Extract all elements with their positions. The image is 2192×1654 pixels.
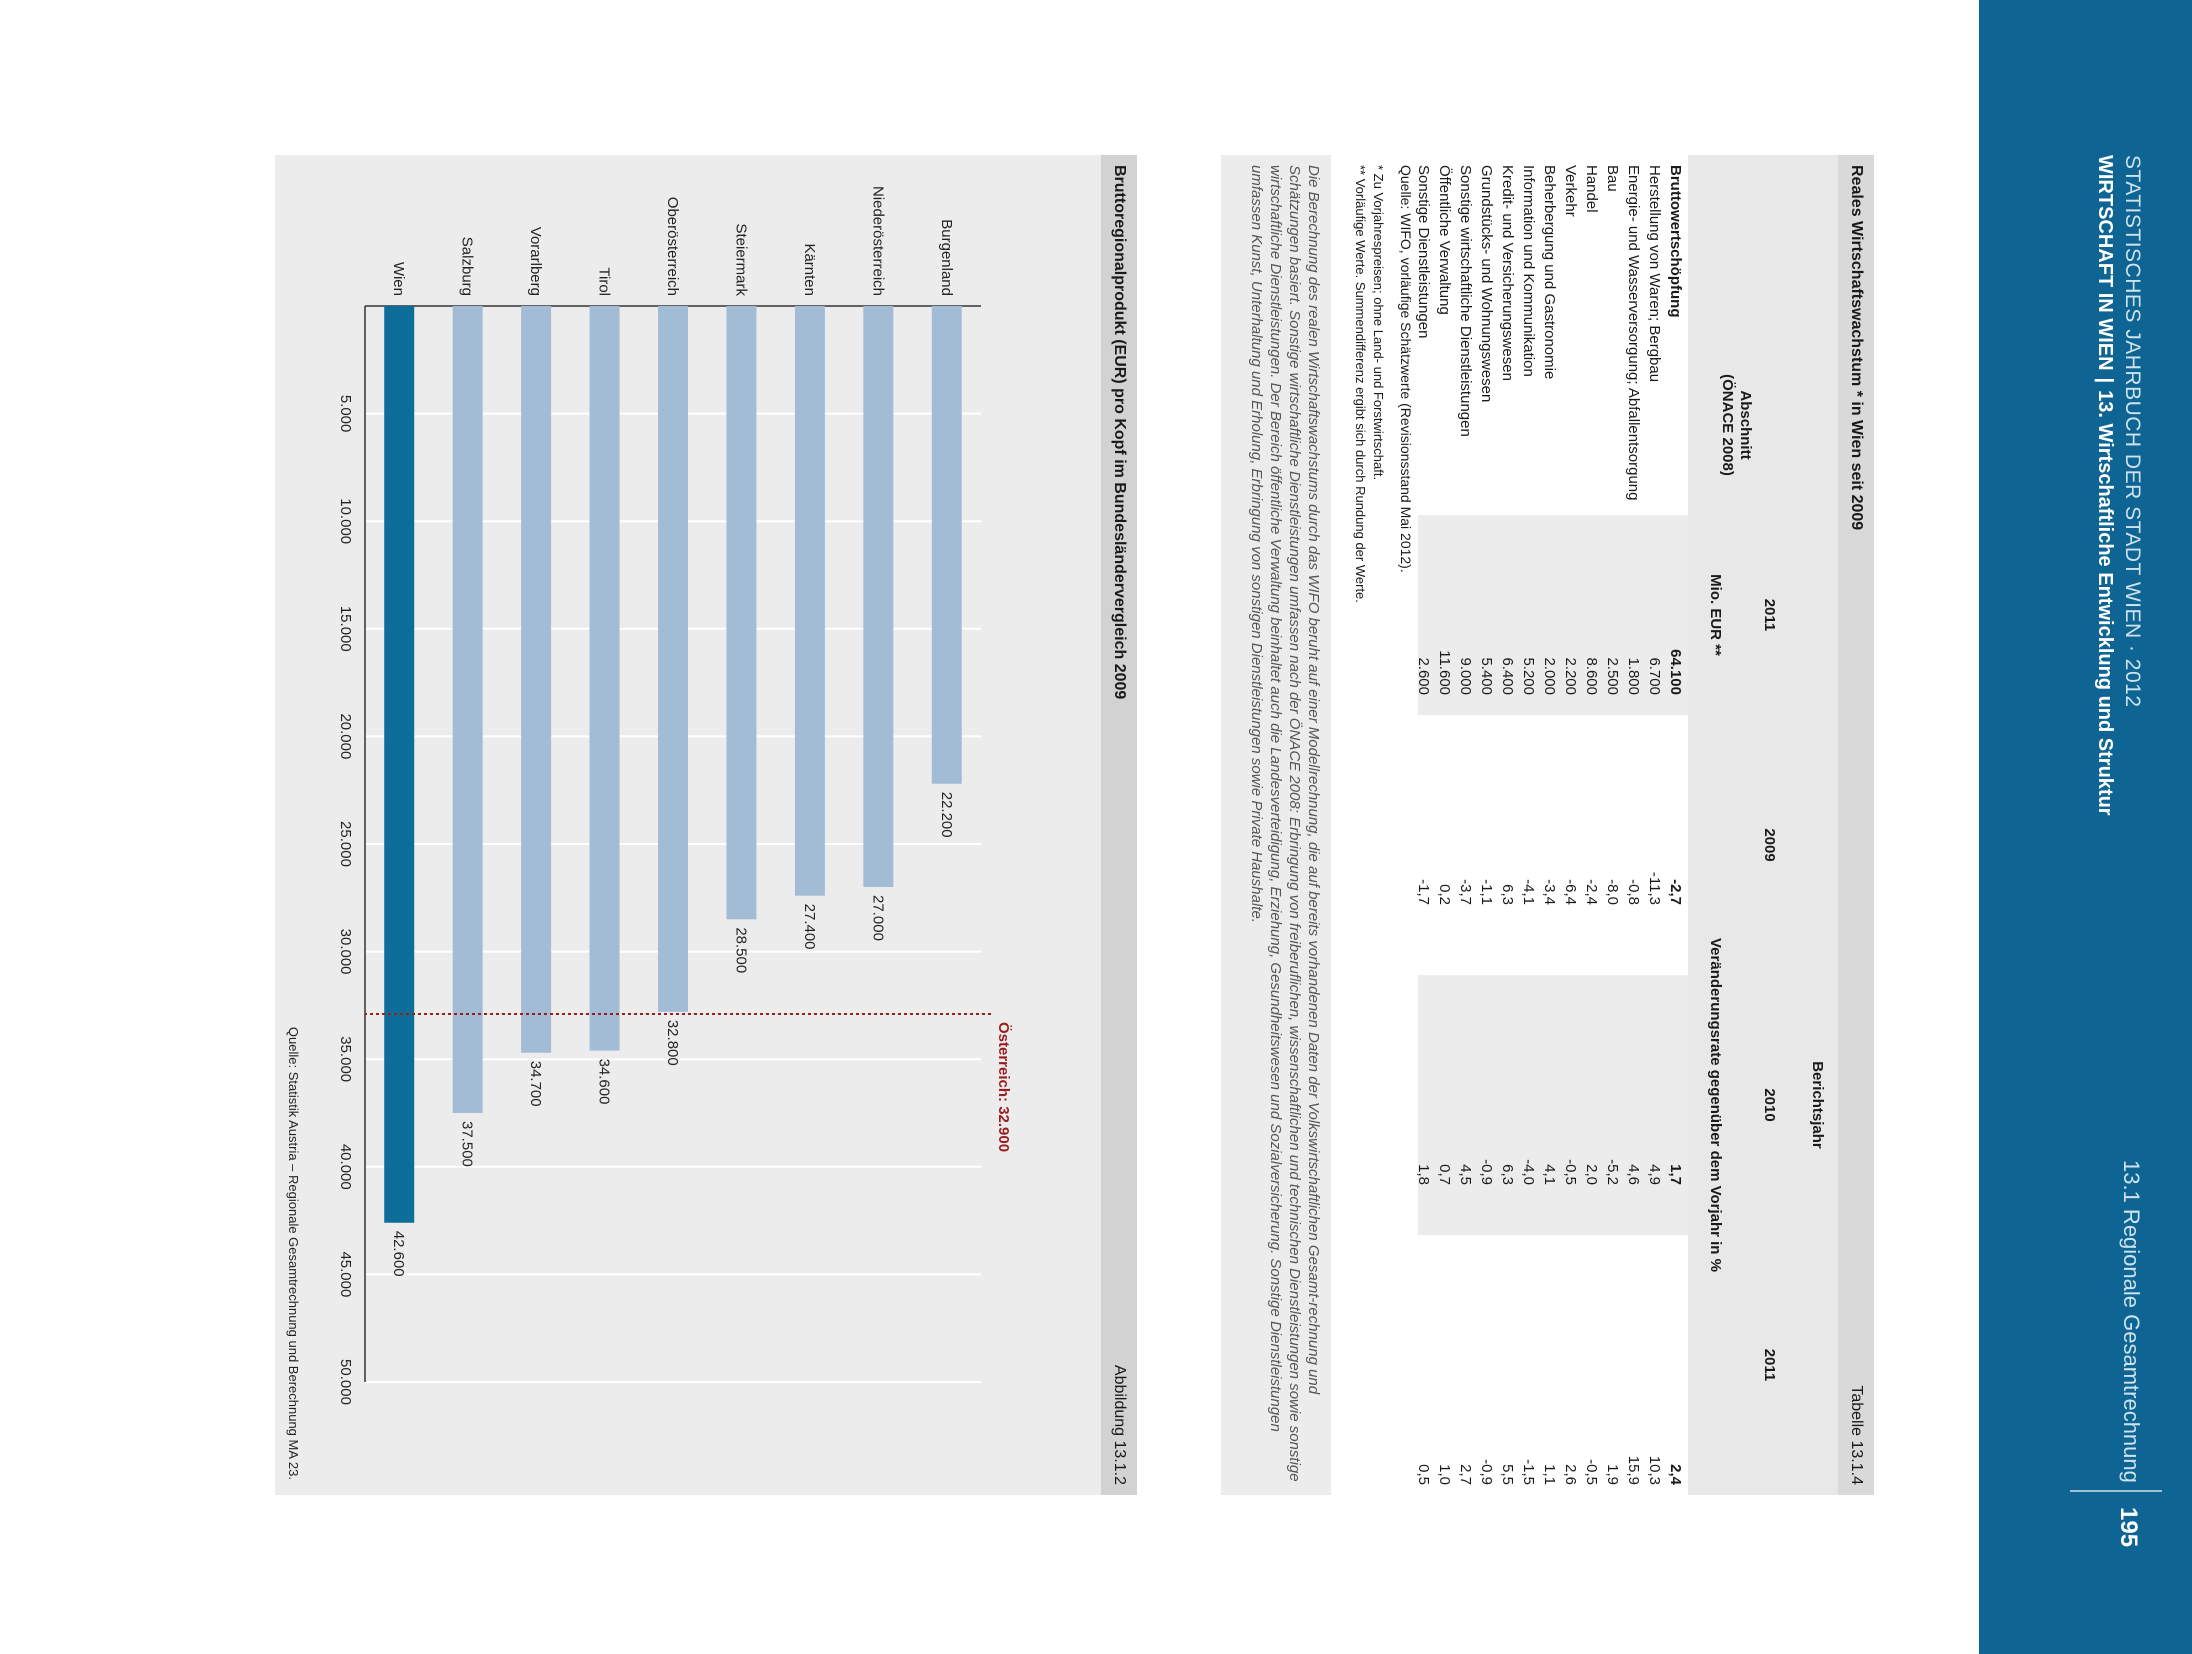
page-number: 195	[2115, 1507, 2142, 1548]
cell-2010: 1,7	[1667, 1164, 1684, 1185]
cell-2009: -6,4	[1562, 879, 1579, 905]
cell-2011b: 1,9	[1604, 1464, 1621, 1485]
cell-2011: 2.200	[1562, 657, 1579, 695]
bar-kärnten	[795, 306, 825, 896]
methodology-note: Die Berechnung des realen Wirtschaftswachstums durch das WIFO beruht auf einer Modellrechnung, die auf bereits vorhandenen Daten der Volkswirtschaftlichen Gesamt-rechnung und Schätzungen basiert. Sonstige wirtschaftliche Dienstleistungen umfassen nach der ÖNACE 2008: Erbringung von freiberuflichen, wissenschaftlichen und technischen Dienstleistungen sowie sonstige wirtschaftliche Dienstleistungen. Der Bereich öffentliche Verwaltung beinhaltet auch die Landesverteidigung, Erziehung, Gesundheitswesen und Sozialversicherung. Sonstige Dienstleistungen umfassen Kunst, Unterhaltung und Erholung, Erbringung von sonstigen Dienstleistungen sowie Private Haushalte.	[1221, 155, 1331, 1495]
chart-number: Abbildung 13.1.2	[1111, 1364, 1128, 1485]
value-label: 37.500	[458, 1121, 476, 1167]
value-label: 34.700	[527, 1060, 545, 1107]
tick-label: 45.000	[337, 1251, 354, 1298]
table-row	[1644, 155, 1665, 1495]
value-label: 22.200	[937, 791, 955, 838]
cell-2010: -4,0	[1520, 1159, 1537, 1185]
category-label: Burgenland	[937, 219, 955, 296]
category-label: Niederösterreich	[869, 185, 887, 296]
table-row	[1518, 155, 1539, 1495]
cell-2009: -1,1	[1478, 879, 1495, 905]
cell-2011: 1.800	[1625, 657, 1642, 695]
row-label: Bruttowertschöpfung	[1667, 165, 1684, 318]
cell-2009: -3,4	[1541, 879, 1558, 905]
header-abschnitt: Abschnitt	[1737, 390, 1754, 460]
reference-label: Österreich: 32.900	[995, 1022, 1012, 1153]
cell-2011: 11.600	[1436, 650, 1453, 695]
header-divider	[2070, 1490, 2162, 1492]
footnote-1: * Zu Vorjahrespreisen; ohne Land- und Forstwirtschaft.	[1371, 165, 1386, 481]
cell-2009: 6,3	[1499, 884, 1516, 905]
table-row	[1497, 155, 1518, 1495]
cell-2011: 2.600	[1415, 657, 1432, 695]
publication-title: STATISTISCHES JAHRBUCH DER STADT WIEN · 2012	[2121, 155, 2144, 708]
row-label: Öffentliche Verwaltung	[1436, 165, 1453, 315]
cell-2011b: 1,0	[1436, 1464, 1453, 1485]
cell-2009: -0,8	[1625, 879, 1642, 905]
row-label: Verkehr	[1562, 165, 1579, 217]
tick-label: 30.000	[337, 928, 354, 975]
table-number: Tabelle 13.1.4	[1848, 1385, 1865, 1485]
chapter-left: WIRTSCHAFT IN WIEN	[2094, 155, 2116, 371]
cell-2010: 4,6	[1625, 1164, 1642, 1185]
cell-2011b: -1,5	[1520, 1459, 1537, 1485]
table-row	[1623, 155, 1644, 1495]
tick-label: 35.000	[337, 1036, 354, 1083]
table-source: Quelle: WIFO, vorläufige Schätzwerte (Revisionsstand Mai 2012).	[1398, 165, 1414, 573]
table-row	[1602, 155, 1623, 1495]
chapter-title	[2093, 155, 2116, 816]
value-label: 34.600	[595, 1058, 613, 1105]
cell-2010: 1,8	[1415, 1164, 1432, 1185]
cell-2011: 2.500	[1604, 657, 1621, 695]
chart-panel	[275, 155, 1137, 1495]
header-year-2011b: 2011	[1761, 1348, 1778, 1382]
row-label: Information und Kommunikation	[1520, 165, 1537, 377]
bar-burgenland	[932, 306, 962, 784]
category-label: Wien	[390, 261, 408, 296]
cell-2009: -2,7	[1667, 879, 1684, 905]
value-label: 42.600	[390, 1230, 408, 1277]
row-label: Herstellung von Waren; Bergbau	[1646, 165, 1663, 383]
header-unit-change: Veränderungsrate gegenüber dem Vorjahr in %	[1707, 938, 1724, 1272]
header-abschnitt-bg	[1688, 155, 1838, 515]
bar-salzburg	[453, 306, 483, 1113]
cell-2011b: 2,6	[1562, 1464, 1579, 1485]
value-label: 28.500	[732, 927, 750, 974]
value-label: 27.000	[869, 895, 887, 941]
cell-2011b: 15,9	[1625, 1455, 1642, 1485]
table-row	[1434, 155, 1455, 1495]
cell-2010: 2,0	[1583, 1164, 1600, 1185]
category-label: Oberösterreich	[664, 196, 681, 296]
bar-niederösterreich	[863, 306, 893, 887]
header-unit-mio: Mio. EUR **	[1707, 574, 1724, 656]
table-row	[1476, 155, 1497, 1495]
bar-chart	[275, 155, 1101, 1495]
bar-tirol	[590, 306, 620, 1051]
category-label: Steiermark	[732, 223, 750, 296]
table-row	[1455, 155, 1476, 1495]
table-row	[1665, 155, 1686, 1495]
table-title-bar	[1838, 155, 1874, 1495]
cell-2010: 6,3	[1499, 1164, 1516, 1185]
header-band	[1979, 0, 2192, 1654]
table-panel	[1386, 155, 1874, 1495]
tick-label: 40.000	[337, 1143, 354, 1190]
bar-steiermark	[726, 306, 756, 919]
row-label: Kredit- und Versicherungswesen	[1499, 165, 1516, 381]
bar-vorarlberg	[521, 306, 551, 1053]
cell-2010: 4,1	[1541, 1164, 1558, 1185]
cell-2009: -8,0	[1604, 879, 1621, 905]
category-label: Tirol	[595, 267, 613, 296]
cell-2010: 0,7	[1436, 1164, 1453, 1185]
cell-2011: 5.200	[1520, 657, 1537, 695]
cell-2009: -2,4	[1583, 879, 1600, 905]
row-label: Sonstige wirtschaftliche Dienstleistungen	[1457, 165, 1474, 437]
tick-label: 5.000	[337, 394, 354, 433]
row-label: Grundstücks- und Wohnungswesen	[1478, 165, 1495, 403]
table-notes	[1226, 155, 1386, 1495]
cell-2009: -1,7	[1415, 879, 1432, 905]
row-label: Energie- und Wasserversorgung; Abfallentsorgung	[1625, 165, 1642, 501]
cell-2011: 6.400	[1499, 657, 1516, 695]
tick-label: 20.000	[337, 713, 354, 760]
header-year-2010: 2010	[1761, 1088, 1778, 1122]
header-year-2011a: 2011	[1761, 598, 1778, 632]
cell-2009: -11,3	[1646, 871, 1663, 905]
cell-2011b: 2,4	[1667, 1464, 1684, 1485]
row-label: Handel	[1583, 165, 1600, 213]
tick-label: 50.000	[337, 1359, 354, 1405]
cell-2011: 64.100	[1667, 649, 1684, 695]
tick-label: 10.000	[337, 498, 354, 545]
value-label: 27.400	[800, 903, 818, 950]
category-label: Vorarlberg	[527, 226, 545, 296]
category-label: Kärnten	[800, 243, 818, 296]
chapter-right: 13. Wirtschaftliche Entwicklung und Struktur	[2094, 390, 2116, 816]
row-label: Sonstige Dienstleistungen	[1415, 165, 1432, 339]
cell-2011b: 0,5	[1415, 1464, 1432, 1485]
cell-2011b: -0,5	[1583, 1459, 1600, 1485]
bar-oberösterreich	[658, 306, 688, 1012]
value-label: 32.800	[664, 1019, 681, 1066]
cell-2011: 5.400	[1478, 657, 1495, 695]
chapter-separator: |	[2094, 377, 2116, 384]
cell-2011b: 10,3	[1646, 1455, 1663, 1485]
cell-2011: 6.700	[1646, 657, 1663, 695]
table-row	[1581, 155, 1602, 1495]
cell-2009: 0,2	[1436, 884, 1453, 905]
table-title: Reales Wirtschaftswachstum * in Wien seit 2009	[1848, 165, 1865, 531]
row-label: Beherbergung und Gastronomie	[1541, 165, 1558, 380]
table-row	[1560, 155, 1581, 1495]
cell-2010: -0,5	[1562, 1159, 1579, 1185]
header-year-2009: 2009	[1761, 828, 1778, 862]
category-label: Salzburg	[458, 236, 476, 296]
bar-wien	[384, 306, 414, 1223]
header-berichtsjahr: Berichtsjahr	[1809, 1061, 1826, 1149]
cell-2011b: 5,5	[1499, 1464, 1516, 1485]
cell-2009: -3,7	[1457, 879, 1474, 905]
chart-title: Bruttoregionalprodukt (EUR) pro Kopf im Bundesländervergleich 2009	[1111, 165, 1128, 700]
cell-2011b: 2,7	[1457, 1464, 1474, 1485]
chart-title-bar	[1101, 155, 1137, 1495]
cell-2011: 9.000	[1457, 657, 1474, 695]
cell-2010: 4,9	[1646, 1164, 1663, 1185]
table-row	[1413, 155, 1434, 1495]
cell-2011: 8.600	[1583, 657, 1600, 695]
cell-2010: -5,2	[1604, 1159, 1621, 1185]
chart-source: Quelle: Statistik Austria – Regionale Gesamtrechnung und Berechnung MA 23.	[286, 1026, 301, 1480]
cell-2010: 4,5	[1457, 1164, 1474, 1185]
cell-2011b: 1,1	[1541, 1464, 1558, 1485]
header-abschnitt-sub: (ÖNACE 2008)	[1719, 374, 1736, 476]
cell-2009: -4,1	[1520, 879, 1537, 905]
cell-2010: -0,9	[1478, 1159, 1495, 1185]
section-title: 13.1 Regionale Gesamtrechnung	[2119, 1160, 2144, 1483]
footnote-2: ** Vorläufige Werte. Summendifferenz ergibt sich durch Rundung der Werte.	[1353, 165, 1368, 603]
cell-2011b: -0,9	[1478, 1459, 1495, 1485]
row-label: Bau	[1604, 165, 1621, 192]
cell-2011: 2.000	[1541, 657, 1558, 695]
tick-label: 15.000	[337, 605, 354, 652]
table-row	[1539, 155, 1560, 1495]
tick-label: 25.000	[337, 821, 354, 867]
